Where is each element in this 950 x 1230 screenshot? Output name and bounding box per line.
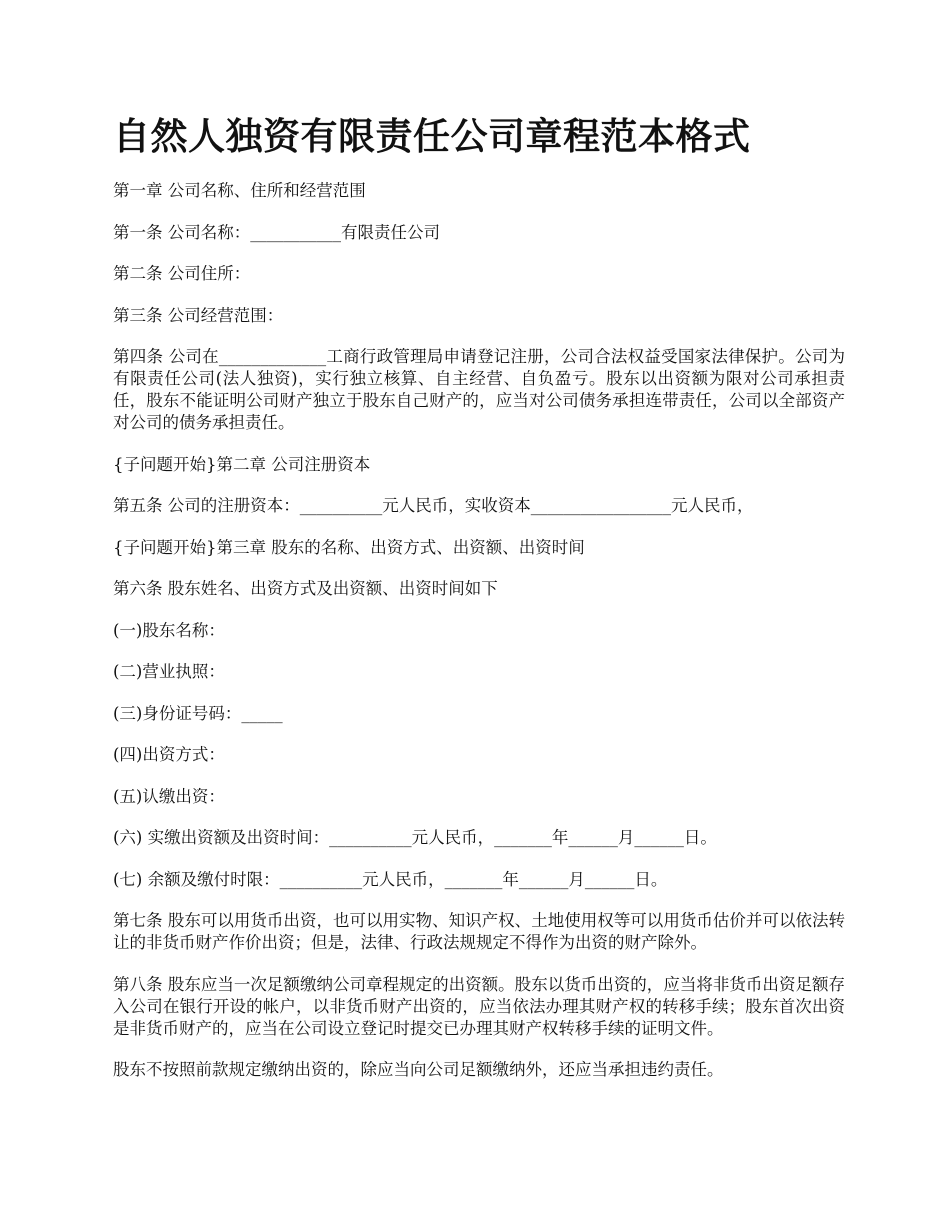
document-title: 自然人独资有限责任公司章程范本格式: [113, 115, 751, 158]
contribution-method-item: (四)出资方式：: [113, 745, 225, 764]
chapter-2-heading: {子问题开始}第二章 公司注册资本: [113, 454, 371, 474]
chapter-1-heading: 第一章 公司名称、住所和经营范围: [113, 181, 366, 200]
breach-liability-paragraph: 股东不按照前款规定缴纳出资的，除应当向公司足额缴纳外，还应当承担违约责任。: [113, 1060, 724, 1079]
article-2: 第二条 公司住所：: [113, 264, 251, 283]
id-number-item: (三)身份证号码：_____: [113, 703, 283, 723]
article-4: 第四条 公司在_____________工商行政管理局申请登记注册，公司合法权益受国家法律保护。公司为有限责任公司(法人独资)，实行独立核算、自主经营、自负盈亏。股东以出资额为限对公司承担责任，股东不能证明公司财产独立于股东自己财产的，应当对公司债务承担连带责任，公司以全部资产对公司的债务承担责任。: [113, 347, 845, 432]
shareholder-name-item: (一)股东名称：: [113, 620, 225, 640]
article-1: 第一条 公司名称：___________有限责任公司: [113, 222, 440, 242]
business-license-item: (二)营业执照：: [113, 662, 225, 681]
article-3: 第三条 公司经营范围：: [113, 305, 284, 325]
document-page: [113, 112, 845, 1101]
subscribed-capital-item: (五)认缴出资：: [113, 786, 225, 806]
article-8: 第八条 股东应当一次足额缴纳公司章程规定的出资额。股东以货币出资的，应当将非货币出资足额存入公司在银行开设的帐户，以非货币财产出资的，应当依法办理其财产权的转移手续；股东首次出资是非货币财产的，应当在公司设立登记时提交已办理其财产权转移手续的证明文件。: [113, 974, 845, 1038]
article-6: 第六条 股东姓名、出资方式及出资额、出资时间如下: [113, 579, 498, 598]
article-7: 第七条 股东可以用货币出资，也可以用实物、知识产权、土地使用权等可以用货币估价并可以依法转让的非货币财产作价出资；但是，法律、行政法规规定不得作为出资的财产除外。: [113, 911, 845, 952]
chapter-3-heading: {子问题开始}第三章 股东的名称、出资方式、出资额、出资时间: [113, 537, 585, 557]
paid-in-capital-item: (六) 实缴出资额及出资时间：__________元人民币，_______年______月______日。: [113, 828, 717, 847]
article-5: 第五条 公司的注册资本：__________元人民币，实收资本_________________元人民币，: [113, 496, 754, 515]
balance-deadline-item: (七) 余额及缴付时限：__________元人民币，_______年______月______日。: [113, 869, 668, 889]
